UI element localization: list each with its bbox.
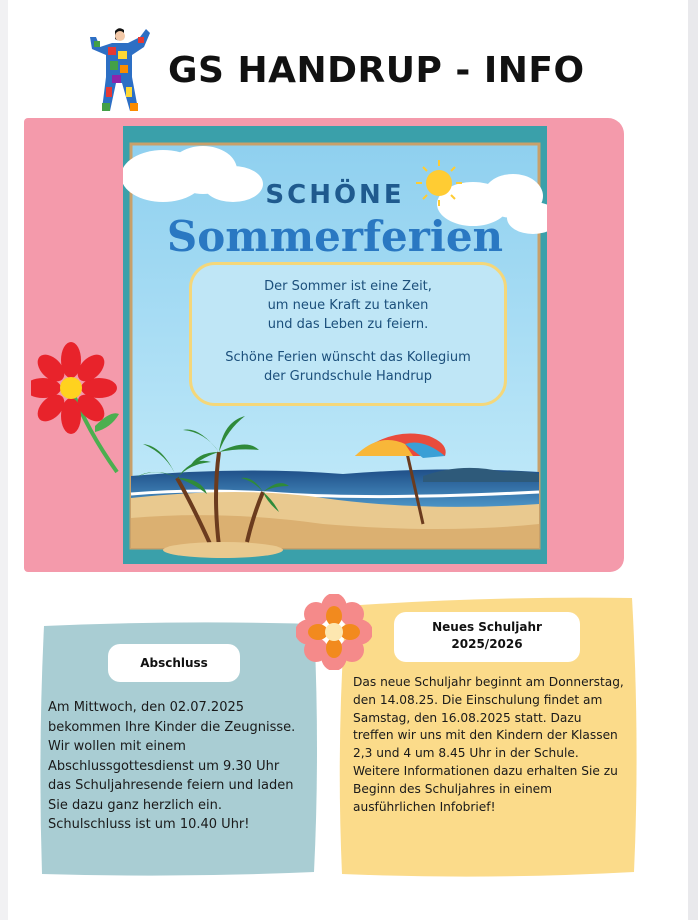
page-title: GS HANDRUP - INFO — [168, 50, 585, 91]
poster-line: Schöne Ferien wünscht das Kollegium — [225, 350, 471, 365]
poster-line: der Grundschule Handrup — [263, 369, 433, 384]
red-flower-icon — [31, 340, 123, 478]
poster-line: Der Sommer ist eine Zeit, — [264, 279, 432, 294]
poster-message-box — [189, 262, 507, 406]
neues-schuljahr-body: Das neue Schuljahr beginnt am Donnerstag, den 14.08.25. Die Einschulung findet am Samstag, den 16.08.2025 statt. Dazu treffen wir uns mit den Kindern der Klassen 2,3 und 4 um 8.45 Uhr in der Schule. Weitere Informationen dazu erhalten Sie zu Beginn des Schuljahres in einem ausführlichen Infobrief! — [353, 675, 624, 814]
poster-heading-sommerferien: Sommerferien — [166, 212, 504, 261]
poster-line: um neue Kraft zu tanken — [267, 298, 429, 313]
poster-heading-schone: SCHÖNE — [265, 180, 405, 210]
abschluss-body: Am Mittwoch, den 02.07.2025 bekommen Ihre Kinder die Zeugnisse. Wir wollen mit einem Abschlussgottesdienst um 9.30 Uhr das Schuljahresende feiern und laden Sie dazu ganz herzlich ein. Schulschluss ist um 10.40 Uhr! — [48, 700, 296, 832]
abschluss-title: Abschluss — [108, 644, 240, 682]
orange-flower-icon — [296, 594, 372, 670]
neues-schuljahr-title-line2: 2025/2026 — [451, 637, 523, 651]
neues-schuljahr-title-line1: Neues Schuljahr — [432, 620, 542, 634]
poster-spacer — [192, 334, 504, 348]
poster-text-layer — [123, 126, 547, 564]
poster-line: und das Leben zu feiern. — [267, 317, 429, 332]
mascot-figure-icon — [86, 25, 152, 117]
neues-schuljahr-title — [394, 612, 580, 662]
page-edge — [688, 0, 698, 920]
info-page — [8, 0, 688, 920]
